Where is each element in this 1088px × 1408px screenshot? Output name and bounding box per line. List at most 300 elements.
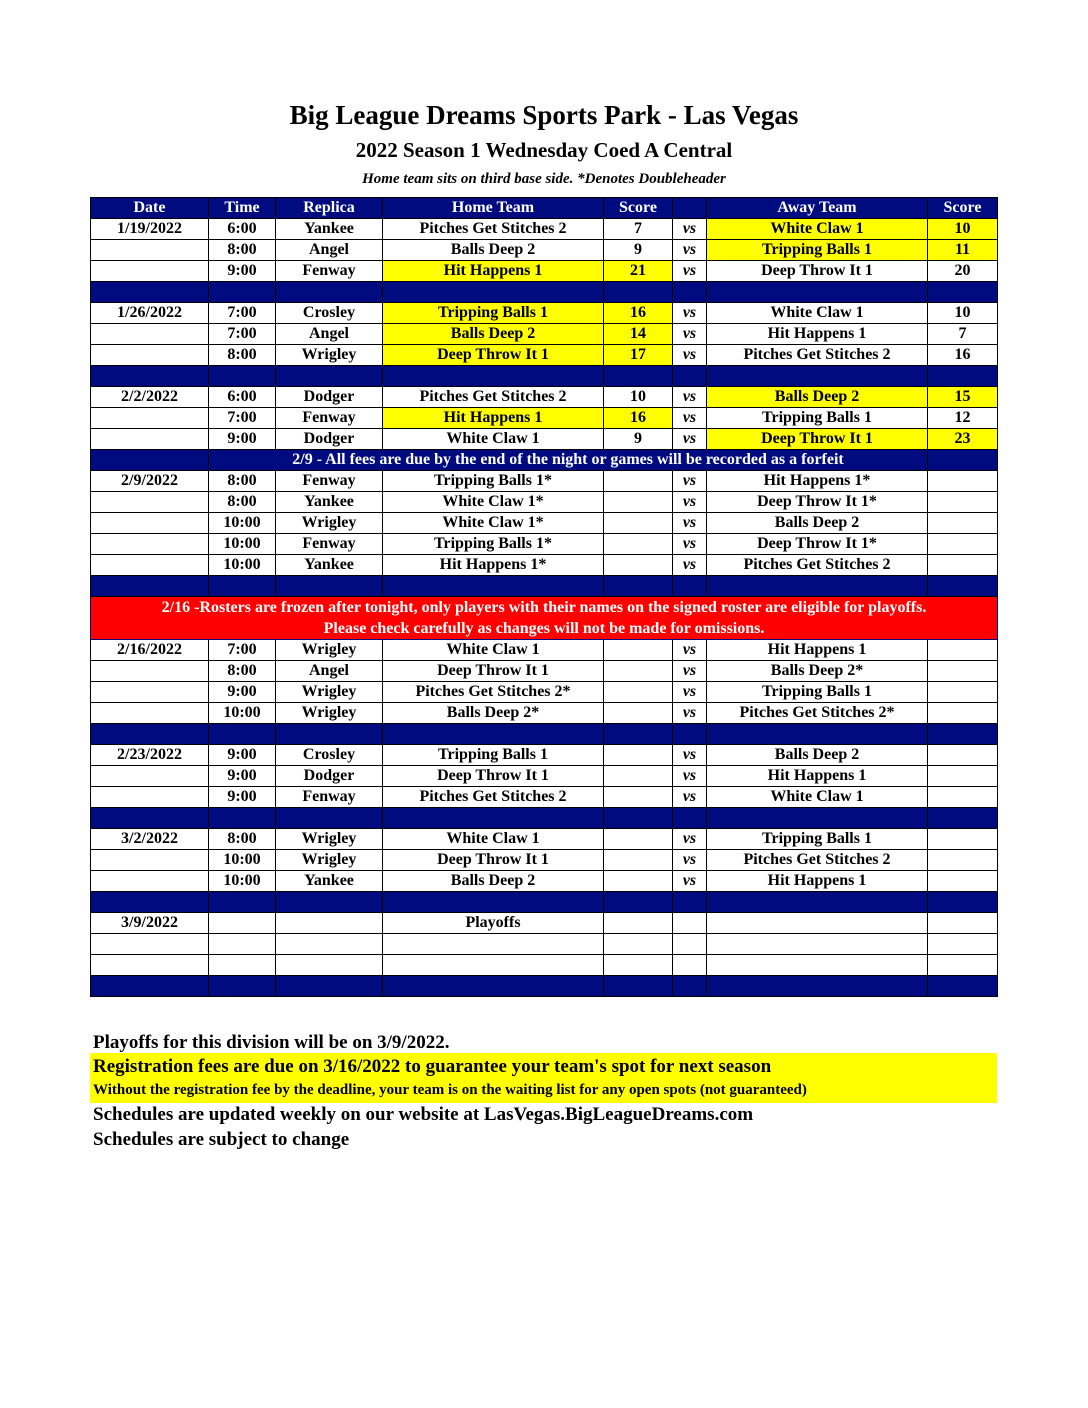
separator-row: [91, 892, 998, 913]
cell-away-team: Deep Throw It 1: [707, 261, 928, 282]
cell-away-score: [928, 850, 998, 871]
cell-home-score: 14: [604, 324, 673, 345]
col-header-away-team: Away Team: [707, 198, 928, 219]
cell-time: 9:00: [209, 745, 276, 766]
website-note: Schedules are updated weekly on our website at LasVegas.BigLeagueDreams.com: [93, 1104, 754, 1125]
cell-home-score: [604, 534, 673, 555]
cell-time: 7:00: [209, 408, 276, 429]
separator-cell: [928, 366, 998, 387]
cell-time: 7:00: [209, 324, 276, 345]
separator-cell: [209, 892, 276, 913]
page-title: Big League Dreams Sports Park - Las Vegas: [289, 100, 799, 130]
cell-replica: Wrigley: [276, 682, 383, 703]
separator-cell: [91, 976, 209, 997]
cell-home-score: [604, 829, 673, 850]
separator-cell: [91, 892, 209, 913]
table-row: [91, 324, 998, 345]
cell-away-score: 20: [928, 261, 998, 282]
cell-away-team: Pitches Get Stitches 2: [707, 555, 928, 576]
cell-home-team: Deep Throw It 1: [383, 345, 604, 366]
separator-cell: [276, 892, 383, 913]
blank-cell: [276, 955, 383, 976]
cell-time: 8:00: [209, 829, 276, 850]
separator-cell: [209, 724, 276, 745]
blank-cell: [928, 934, 998, 955]
col-header-home-team: Home Team: [383, 198, 604, 219]
blank-cell: [276, 934, 383, 955]
table-row: [91, 829, 998, 850]
cell-vs: vs: [673, 682, 707, 703]
alert-row: [91, 597, 998, 640]
blank-cell: [604, 934, 673, 955]
cell-time: 6:00: [209, 387, 276, 408]
separator-cell: [928, 808, 998, 829]
cell-home-score: [604, 661, 673, 682]
cell-time: 8:00: [209, 492, 276, 513]
cell-date: 2/2/2022: [91, 387, 209, 408]
cell-home-score: [604, 682, 673, 703]
cell-replica: Yankee: [276, 555, 383, 576]
cell-time: 9:00: [209, 787, 276, 808]
table-row: [91, 787, 998, 808]
cell-home-team: Tripping Balls 1: [383, 303, 604, 324]
cell-replica: Wrigley: [276, 703, 383, 724]
cell-home-team: White Claw 1*: [383, 513, 604, 534]
cell-away-score: 15: [928, 387, 998, 408]
page-subtitle: 2022 Season 1 Wednesday Coed A Central: [355, 138, 733, 162]
cell-replica: Yankee: [276, 219, 383, 240]
cell-replica: Angel: [276, 324, 383, 345]
cell-home-team: Tripping Balls 1: [383, 745, 604, 766]
separator-cell: [383, 282, 604, 303]
cell-replica: Fenway: [276, 534, 383, 555]
cell-away-team: Hit Happens 1*: [707, 471, 928, 492]
separator-cell: [383, 976, 604, 997]
cell-date: 2/23/2022: [91, 745, 209, 766]
cell-home-team: Pitches Get Stitches 2: [383, 219, 604, 240]
cell-away-team: Pitches Get Stitches 2: [707, 850, 928, 871]
blank-cell: [383, 955, 604, 976]
cell-time: 10:00: [209, 850, 276, 871]
cell-away-team: Balls Deep 2: [707, 745, 928, 766]
cell-vs: vs: [673, 703, 707, 724]
cell-away-team: Tripping Balls 1: [707, 408, 928, 429]
col-header-away-score: Score: [928, 198, 998, 219]
alert-text: [91, 597, 998, 640]
separator-row: [91, 808, 998, 829]
cell-home-team: Hit Happens 1: [383, 261, 604, 282]
cell-replica: Dodger: [276, 766, 383, 787]
cell-home-score: [604, 850, 673, 871]
cell-time: 10:00: [209, 555, 276, 576]
separator-cell: [707, 724, 928, 745]
cell-home-score: 17: [604, 345, 673, 366]
cell-away-score: [928, 513, 998, 534]
blank-cell: [91, 955, 209, 976]
separator-cell: [707, 282, 928, 303]
cell-replica: Wrigley: [276, 829, 383, 850]
col-header-replica: Replica: [276, 198, 383, 219]
separator-cell: [673, 892, 707, 913]
cell-time: [209, 913, 276, 934]
notice-row: [91, 450, 998, 471]
cell-home-team: Hit Happens 1*: [383, 555, 604, 576]
separator-cell: [707, 976, 928, 997]
cell-away-score: [928, 661, 998, 682]
cell-away-score: 12: [928, 408, 998, 429]
table-row: [91, 661, 998, 682]
change-note: Schedules are subject to change: [93, 1129, 350, 1150]
cell-home-score: [604, 513, 673, 534]
separator-cell: [673, 976, 707, 997]
blank-cell: [383, 934, 604, 955]
cell-vs: vs: [673, 324, 707, 345]
separator-cell: [707, 576, 928, 597]
cell-vs: vs: [673, 303, 707, 324]
cell-away-team: Tripping Balls 1: [707, 682, 928, 703]
cell-playoffs-label: Playoffs: [383, 913, 604, 934]
cell-replica: Angel: [276, 661, 383, 682]
separator-cell: [928, 724, 998, 745]
separator-row: [91, 576, 998, 597]
cell-vs: vs: [673, 766, 707, 787]
separator-cell: [928, 976, 998, 997]
cell-away-score: [928, 703, 998, 724]
cell-date: [91, 240, 209, 261]
cell-replica: Angel: [276, 240, 383, 261]
cell-vs: vs: [673, 513, 707, 534]
table-row: [91, 429, 998, 450]
cell-replica: Wrigley: [276, 345, 383, 366]
cell-home-score: 7: [604, 219, 673, 240]
cell-time: 10:00: [209, 871, 276, 892]
table-row: [91, 640, 998, 661]
cell-date: [91, 492, 209, 513]
cell-date: 3/2/2022: [91, 829, 209, 850]
cell-date: [91, 703, 209, 724]
separator-cell: [707, 366, 928, 387]
cell-away-team: Hit Happens 1: [707, 324, 928, 345]
cell-home-team: Balls Deep 2: [383, 240, 604, 261]
table-row: [91, 219, 998, 240]
cell-home-team: Balls Deep 2: [383, 871, 604, 892]
cell-replica: Fenway: [276, 471, 383, 492]
separator-cell: [209, 576, 276, 597]
separator-cell: [383, 892, 604, 913]
alert-line-1: 2/16 -Rosters are frozen after tonight, only players with their names on the signed roster are eligible for playoffs.: [161, 599, 927, 616]
separator-cell: [604, 724, 673, 745]
separator-cell: [604, 808, 673, 829]
playoffs-note: Playoffs for this division will be on 3/9/2022.: [93, 1032, 450, 1053]
cell-away-team: Hit Happens 1: [707, 871, 928, 892]
table-row: [91, 345, 998, 366]
separator-cell: [673, 366, 707, 387]
cell-date: [91, 261, 209, 282]
cell-time: 8:00: [209, 345, 276, 366]
cell-away-score: 7: [928, 324, 998, 345]
table-row: [91, 766, 998, 787]
cell-vs: vs: [673, 219, 707, 240]
blank-cell: [673, 955, 707, 976]
separator-cell: [673, 724, 707, 745]
cell-away-score: [928, 787, 998, 808]
cell-vs: vs: [673, 261, 707, 282]
cell-away-score: [928, 766, 998, 787]
separator-cell: [928, 892, 998, 913]
separator-cell: [383, 366, 604, 387]
blank-cell: [707, 955, 928, 976]
cell-home-team: Pitches Get Stitches 2: [383, 387, 604, 408]
blank-cell: [209, 934, 276, 955]
cell-away-team: Deep Throw It 1*: [707, 534, 928, 555]
cell-time: 10:00: [209, 513, 276, 534]
table-row: [91, 492, 998, 513]
cell-time: 9:00: [209, 429, 276, 450]
cell-home-team: Tripping Balls 1*: [383, 471, 604, 492]
separator-cell: [383, 576, 604, 597]
cell-away-team: White Claw 1: [707, 219, 928, 240]
separator-cell: [91, 576, 209, 597]
cell-home-score: 16: [604, 303, 673, 324]
table-row: [91, 240, 998, 261]
cell-away-score: [928, 534, 998, 555]
cell-home-score: [604, 871, 673, 892]
cell-date: [91, 429, 209, 450]
separator-cell: [276, 576, 383, 597]
cell-home-score: 10: [604, 387, 673, 408]
registration-note: Registration fees are due on 3/16/2022 to guarantee your team's spot for next season: [93, 1056, 772, 1077]
playoff-row: [91, 913, 998, 934]
blank-cell: [209, 955, 276, 976]
cell-home-score: [604, 492, 673, 513]
cell-home-team: Hit Happens 1: [383, 408, 604, 429]
table-row: [91, 534, 998, 555]
cell-vs: vs: [673, 640, 707, 661]
cell-home-score: [604, 787, 673, 808]
blank-cell: [707, 934, 928, 955]
cell-away-team: Hit Happens 1: [707, 640, 928, 661]
separator-cell: [673, 808, 707, 829]
cell-date: [91, 787, 209, 808]
cell-away-score: [928, 829, 998, 850]
cell-date: [91, 766, 209, 787]
cell-time: 8:00: [209, 240, 276, 261]
cell-away-score: [928, 640, 998, 661]
separator-cell: [91, 366, 209, 387]
cell-time: 6:00: [209, 219, 276, 240]
cell-away-score: [928, 682, 998, 703]
table-row: [91, 261, 998, 282]
separator-cell: [91, 282, 209, 303]
cell-vs: vs: [673, 871, 707, 892]
cell-replica: Dodger: [276, 429, 383, 450]
separator-cell: [276, 976, 383, 997]
cell-home-score: [604, 471, 673, 492]
cell-home-team: Pitches Get Stitches 2: [383, 787, 604, 808]
separator-cell: [673, 282, 707, 303]
cell-home-score: [604, 555, 673, 576]
cell-replica: Wrigley: [276, 850, 383, 871]
cell-home-score: 9: [604, 429, 673, 450]
cell-away-score: 10: [928, 303, 998, 324]
cell-away-score: [928, 555, 998, 576]
cell-replica: Wrigley: [276, 640, 383, 661]
blank-cell: [604, 955, 673, 976]
cell-home-score: [604, 913, 673, 934]
doubleheader-note: Home team sits on third base side. *Denotes Doubleheader: [362, 171, 726, 187]
cell-date: [91, 345, 209, 366]
cell-replica: Yankee: [276, 871, 383, 892]
cell-replica: Fenway: [276, 261, 383, 282]
cell-time: 8:00: [209, 471, 276, 492]
cell-away-team: Deep Throw It 1*: [707, 492, 928, 513]
cell-home-team: Pitches Get Stitches 2*: [383, 682, 604, 703]
cell-home-score: 9: [604, 240, 673, 261]
cell-date: [91, 324, 209, 345]
separator-row: [91, 724, 998, 745]
cell-date: [91, 871, 209, 892]
table-header-row: [91, 198, 998, 219]
col-header-home-score: Score: [604, 198, 673, 219]
cell-date: 2/9/2022: [91, 471, 209, 492]
cell-away-team: Deep Throw It 1: [707, 429, 928, 450]
cell-away-team: Balls Deep 2: [707, 513, 928, 534]
table-row: [91, 303, 998, 324]
separator-cell: [276, 366, 383, 387]
cell-vs: vs: [673, 387, 707, 408]
separator-cell: [604, 282, 673, 303]
blank-row: [91, 955, 998, 976]
cell-vs: [673, 913, 707, 934]
separator-cell: [673, 576, 707, 597]
separator-cell: [604, 976, 673, 997]
separator-cell: [928, 450, 998, 471]
col-header-vs: [673, 198, 707, 219]
cell-vs: vs: [673, 850, 707, 871]
separator-cell: [276, 282, 383, 303]
col-header-date: Date: [91, 198, 209, 219]
cell-time: 8:00: [209, 661, 276, 682]
cell-time: 9:00: [209, 766, 276, 787]
cell-away-team: Tripping Balls 1: [707, 240, 928, 261]
cell-home-score: [604, 640, 673, 661]
cell-vs: vs: [673, 240, 707, 261]
cell-date: 1/26/2022: [91, 303, 209, 324]
cell-home-score: 16: [604, 408, 673, 429]
separator-cell: [707, 808, 928, 829]
separator-cell: [276, 808, 383, 829]
cell-home-score: 21: [604, 261, 673, 282]
cell-away-score: [928, 492, 998, 513]
alert-line-2: Please check carefully as changes will not be made for omissions.: [323, 620, 765, 637]
separator-cell: [91, 450, 209, 471]
cell-away-team: Pitches Get Stitches 2*: [707, 703, 928, 724]
separator-cell: [604, 892, 673, 913]
cell-home-team: Deep Throw It 1: [383, 766, 604, 787]
blank-cell: [91, 934, 209, 955]
cell-home-score: [604, 745, 673, 766]
table-row: [91, 850, 998, 871]
cell-time: 10:00: [209, 534, 276, 555]
cell-home-team: White Claw 1: [383, 429, 604, 450]
cell-date: [91, 534, 209, 555]
notice-text: 2/9 - All fees are due by the end of the night or games will be recorded as a forfeit: [209, 450, 928, 471]
cell-replica: Dodger: [276, 387, 383, 408]
cell-vs: vs: [673, 787, 707, 808]
separator-cell: [928, 576, 998, 597]
cell-replica: Wrigley: [276, 513, 383, 534]
separator-cell: [209, 366, 276, 387]
table-row: [91, 682, 998, 703]
cell-home-team: Tripping Balls 1*: [383, 534, 604, 555]
cell-date: [91, 661, 209, 682]
separator-cell: [209, 808, 276, 829]
cell-away-score: [928, 913, 998, 934]
cell-home-team: Balls Deep 2*: [383, 703, 604, 724]
cell-vs: vs: [673, 829, 707, 850]
cell-away-score: [928, 745, 998, 766]
cell-away-team: Pitches Get Stitches 2: [707, 345, 928, 366]
cell-vs: vs: [673, 534, 707, 555]
schedule-table: [90, 197, 998, 997]
cell-vs: vs: [673, 492, 707, 513]
cell-vs: vs: [673, 555, 707, 576]
separator-cell: [383, 808, 604, 829]
cell-time: 7:00: [209, 303, 276, 324]
cell-replica: Crosley: [276, 745, 383, 766]
separator-cell: [209, 976, 276, 997]
cell-away-team: White Claw 1: [707, 303, 928, 324]
cell-replica: Fenway: [276, 408, 383, 429]
cell-home-team: White Claw 1: [383, 640, 604, 661]
cell-replica: Fenway: [276, 787, 383, 808]
cell-vs: vs: [673, 745, 707, 766]
separator-cell: [383, 724, 604, 745]
cell-date: [91, 513, 209, 534]
cell-date: [91, 408, 209, 429]
table-row: [91, 513, 998, 534]
cell-away-score: [928, 471, 998, 492]
cell-vs: vs: [673, 661, 707, 682]
blank-cell: [673, 934, 707, 955]
separator-row: [91, 282, 998, 303]
cell-replica: Yankee: [276, 492, 383, 513]
cell-replica: Crosley: [276, 303, 383, 324]
cell-home-score: [604, 703, 673, 724]
separator-cell: [209, 282, 276, 303]
cell-home-team: White Claw 1: [383, 829, 604, 850]
separator-cell: [707, 892, 928, 913]
cell-away-score: 23: [928, 429, 998, 450]
cell-time: 7:00: [209, 640, 276, 661]
cell-date: [91, 850, 209, 871]
table-row: [91, 745, 998, 766]
waiting-list-note: Without the registration fee by the deadline, your team is on the waiting list for any open spots (not guaranteed): [93, 1082, 807, 1098]
cell-away-team: Balls Deep 2: [707, 387, 928, 408]
col-header-time: Time: [209, 198, 276, 219]
table-row: [91, 387, 998, 408]
blank-row: [91, 934, 998, 955]
cell-away-score: 10: [928, 219, 998, 240]
cell-vs: vs: [673, 345, 707, 366]
cell-home-team: White Claw 1*: [383, 492, 604, 513]
cell-vs: vs: [673, 471, 707, 492]
cell-time: 10:00: [209, 703, 276, 724]
cell-date: 3/9/2022: [91, 913, 209, 934]
cell-date: 2/16/2022: [91, 640, 209, 661]
separator-cell: [276, 724, 383, 745]
cell-away-team: [707, 913, 928, 934]
